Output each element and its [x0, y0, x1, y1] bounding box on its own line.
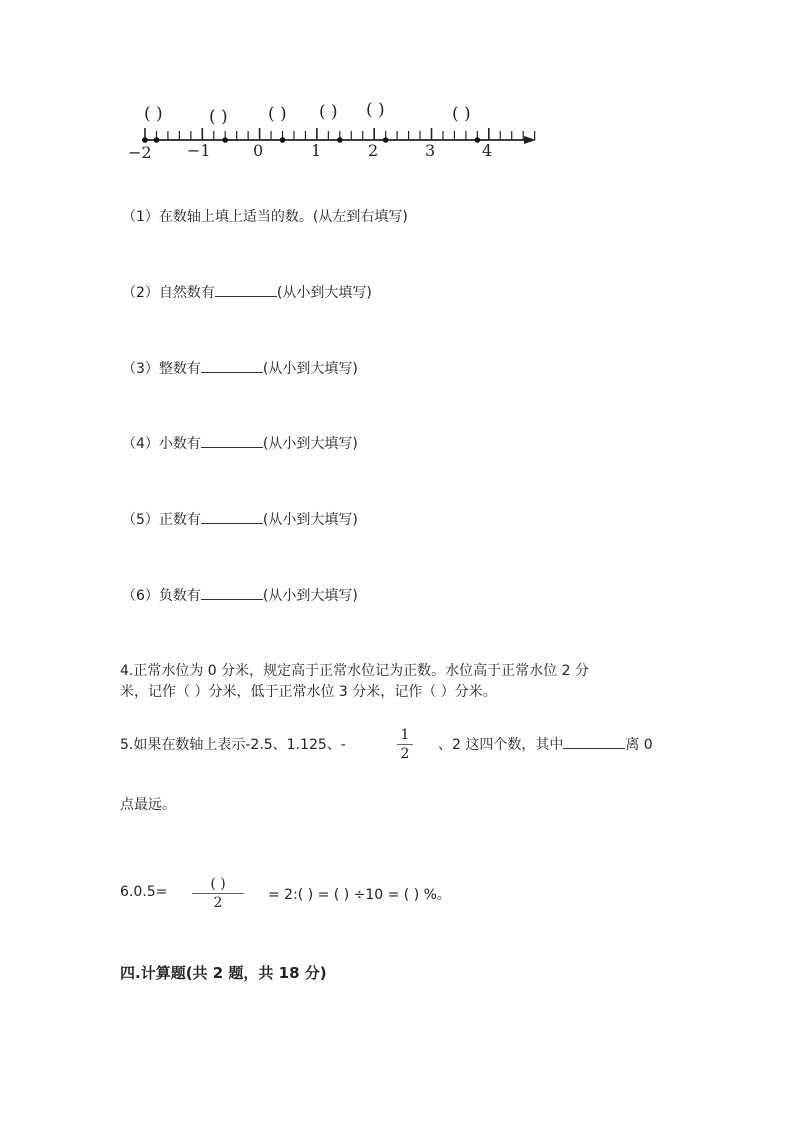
number-line-point [142, 137, 148, 143]
q3-part-6-blank[interactable] [201, 585, 263, 600]
q3-part-5 [122, 509, 358, 529]
q3-part-3 [122, 358, 358, 378]
q6-fraction-denominator: 2 [213, 895, 223, 911]
q3-part-4-suffix: (从小到大填写) [262, 436, 358, 452]
q3-part-4-prefix: （4）小数有 [122, 436, 201, 452]
q3-part-5-suffix: (从小到大填写) [262, 512, 358, 528]
q6-prefix: 6.0.5= [120, 884, 168, 900]
tick-label-3: 3 [425, 141, 436, 160]
q4-line-2: 米，记作（ ）分米，低于正常水位 3 分米，记作（ ）分米。 [120, 684, 497, 700]
q4-line-1: 4.正常水位为 0 分米，规定高于正常水位记为正数。水位高于正常水位 2 分 [120, 663, 589, 679]
paren-label-6[interactable]: ( ) [452, 104, 471, 124]
q3-part-2-blank[interactable] [215, 282, 277, 297]
q6-rest: = 2:( ) = ( ) ÷10 = ( ) %。 [268, 887, 451, 903]
q6-fraction-numerator[interactable]: ( ) [210, 876, 226, 892]
number-line-point [337, 137, 343, 143]
number-line-point [383, 137, 389, 143]
q3-part-4-blank[interactable] [201, 433, 263, 448]
q3-part-6-suffix: (从小到大填写) [262, 588, 358, 604]
q3-part-5-prefix: （5）正数有 [122, 512, 201, 528]
q5-part-1: 5.如果在数轴上表示-2.5、1.125、- [120, 737, 346, 753]
tick-label-2: 2 [368, 141, 379, 160]
q5-fraction-denominator: 2 [400, 746, 410, 762]
paren-label-1[interactable]: ( ) [144, 104, 163, 124]
paren-label-3[interactable]: ( ) [268, 104, 287, 124]
q5-part-2 [438, 734, 653, 754]
tick-label-1: 1 [311, 141, 322, 160]
q3-part-1: （1）在数轴上填上适当的数。(从左到右填写) [122, 209, 408, 225]
number-line-point [154, 137, 160, 143]
q3-part-2 [122, 282, 372, 302]
tick-label-4: 4 [482, 141, 493, 160]
fraction-bar [397, 744, 413, 745]
paren-label-2[interactable]: ( ) [209, 107, 228, 127]
q3-part-4 [122, 433, 358, 453]
section-4-heading: 四.计算题(共 2 题，共 18 分) [120, 964, 327, 982]
tick-label--1: −1 [187, 141, 211, 160]
q5-fraction-numerator: 1 [400, 727, 410, 743]
q5-part-2-text: 、2 这四个数，其中 [438, 737, 564, 753]
q3-part-3-blank[interactable] [201, 358, 263, 373]
number-line-point [222, 137, 228, 143]
q5-blank[interactable] [563, 734, 625, 749]
tick-label-0: 0 [253, 141, 264, 160]
number-line-point [280, 137, 286, 143]
q5-part-3-text: 离 0 [625, 737, 653, 753]
tick-label--2: −2 [128, 143, 152, 162]
q3-part-3-prefix: （3）整数有 [122, 361, 201, 377]
q3-part-2-suffix: (从小到大填写) [276, 285, 372, 301]
q6-fraction [192, 876, 244, 911]
q3-part-6-prefix: （6）负数有 [122, 588, 201, 604]
paren-label-5[interactable]: ( ) [366, 100, 385, 120]
fraction-bar [192, 893, 244, 894]
q3-part-5-blank[interactable] [201, 509, 263, 524]
q3-part-2-prefix: （2）自然数有 [122, 285, 215, 301]
q3-part-3-suffix: (从小到大填写) [262, 361, 358, 377]
number-line-point [475, 137, 481, 143]
paren-label-4[interactable]: ( ) [319, 102, 338, 122]
q5-line-2: 点最远。 [120, 797, 176, 813]
q5-fraction [397, 727, 413, 762]
q3-part-6 [122, 585, 358, 605]
